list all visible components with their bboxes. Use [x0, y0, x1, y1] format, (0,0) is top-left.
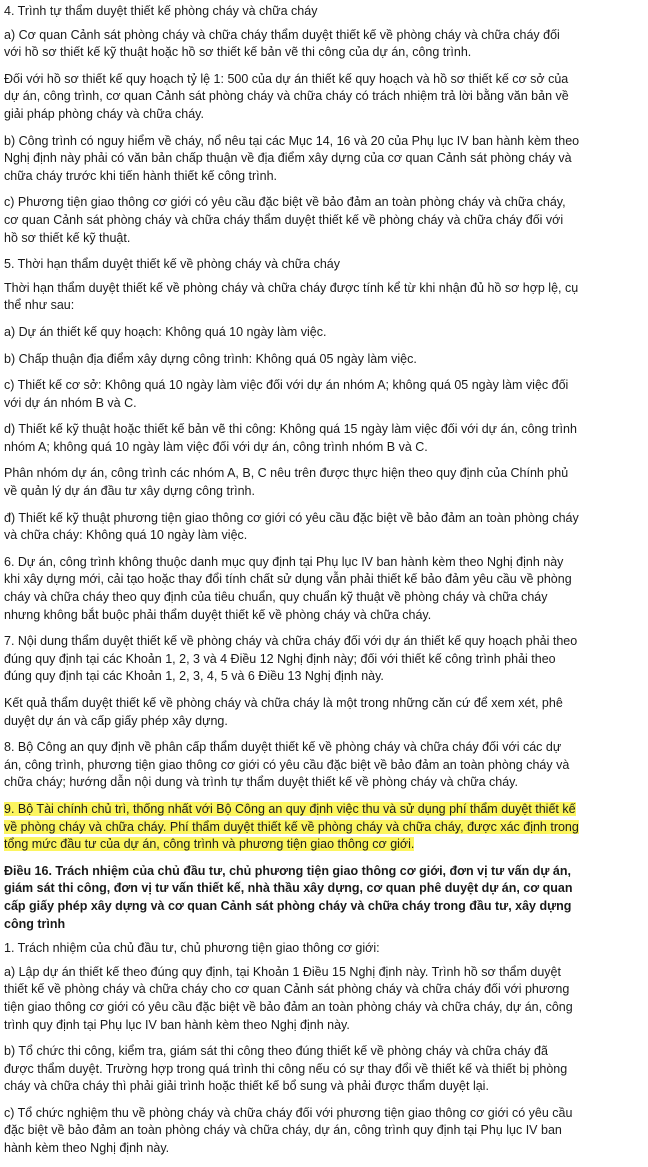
paragraph: 8. Bộ Công an quy định về phân cấp thẩm duyệt thiết kế về phòng cháy và chữa cháy đối với các dự án, công trình, phương tiện giao thông cơ giới có yêu cầu đặc biệt về bảo đảm an toàn phòng cháy và chữa cháy; hướng dẫn nội dung và trình tự thẩm duyệt thiết kế về phòng cháy và chữa cháy.	[4, 740, 570, 790]
highlighted-paragraph	[4, 801, 580, 854]
highlight-span: 9. Bộ Tài chính chủ trì, thống nhất với Bộ Công an quy định việc thu và sử dụng phí thẩm duyệt thiết kế về phòng cháy và chữa cháy. Phí thẩm duyệt thiết kế về phòng cháy và chữa cháy, được xác định trong tổng mức đầu tư của dự án, công trình và phương tiện giao thông cơ giới.	[4, 801, 579, 852]
paragraph: d) Thiết kế kỹ thuật hoặc thiết kế bản vẽ thi công: Không quá 15 ngày làm việc đối với dự án, công trình nhóm A; không quá 10 ngày làm việc đối với dự án, công trình nhóm B và C.	[4, 422, 577, 454]
paragraph: a) Lập dự án thiết kế theo đúng quy định, tại Khoản 1 Điều 15 Nghị định này. Trình hồ sơ thẩm duyệt thiết kế về phòng cháy và chữa cháy cho cơ quan Cảnh sát phòng cháy và chữa cháy đối với phương tiện giao thông cơ giới có yêu cầu đặc biệt về bảo đảm an toàn phòng cháy và chữa cháy, dự án, công trình quy định tại Phụ lục IV ban hành kèm theo Nghị định này.	[4, 964, 573, 1032]
article-16-heading: Điều 16. Trách nhiệm của chủ đầu tư, chủ phương tiện giao thông cơ giới, đơn vị tư vấn dự án, giám sát thi công, đơn vị tư vấn thiết kế, nhà thầu xây dựng, cơ quan phê duyệt dự án, cơ quan cấp giấy phép xây dựng và cơ quan Cảnh sát phòng cháy và chữa cháy trong đầu tư, xây dựng công trình	[4, 863, 573, 931]
section-heading-5: 5. Thời hạn thẩm duyệt thiết kế về phòng cháy và chữa cháy	[4, 257, 340, 272]
section-heading-4: 4. Trình tự thẩm duyệt thiết kế phòng cháy và chữa cháy	[4, 4, 318, 18]
paragraph: đ) Thiết kế kỹ thuật phương tiện giao thông cơ giới có yêu cầu đặc biệt về bảo đảm an toàn phòng cháy và chữa cháy: Không quá 10 ngày làm việc.	[4, 510, 579, 543]
paragraph: Phân nhóm dự án, công trình các nhóm A, B, C nêu trên được thực hiện theo quy định của Chính phủ về quản lý dự án đầu tư xây dựng công trình.	[4, 466, 569, 499]
paragraph: b) Chấp thuận địa điểm xây dựng công trình: Không quá 05 ngày làm việc.	[4, 351, 417, 366]
paragraph: Kết quả thẩm duyệt thiết kế về phòng cháy và chữa cháy là một trong những căn cứ để xem xét, phê duyệt dự án và cấp giấy phép xây dựng.	[4, 696, 563, 728]
paragraph: c) Phương tiện giao thông cơ giới có yêu cầu đặc biệt về bảo đảm an toàn phòng cháy và chữa cháy, cơ quan Cảnh sát phòng cháy và chữa cháy thẩm duyệt thiết kế về phòng cháy và chữa cháy đối với hồ sơ thiết kế kỹ thuật.	[4, 195, 566, 245]
paragraph: c) Thiết kế cơ sở: Không quá 10 ngày làm việc đối với dự án nhóm A; không quá 05 ngày làm việc đối với dự án nhóm B và C.	[4, 378, 569, 410]
paragraph: a) Dự án thiết kế quy hoạch: Không quá 10 ngày làm việc.	[4, 324, 327, 339]
paragraph: b) Công trình có nguy hiểm về cháy, nổ nêu tại các Mục 14, 16 và 20 của Phụ lục IV ban hành kèm theo Nghị định này phải có văn bản chấp thuận về địa điểm xây dựng của cơ quan Cảnh sát phòng cháy và chữa cháy trước khi tiến hành thiết kế công trình.	[4, 133, 580, 183]
paragraph: 1. Trách nhiệm của chủ đầu tư, chủ phương tiện giao thông cơ giới:	[4, 941, 380, 956]
paragraph: 6. Dự án, công trình không thuộc danh mục quy định tại Phụ lục IV ban hành kèm theo Nghị định này khi xây dựng mới, cải tạo hoặc thay đổi tính chất sử dụng vẫn phải thiết kế bảo đảm yêu cầu về phòng cháy và chữa cháy theo quy định của tiêu chuẩn, quy chuẩn kỹ thuật về phòng cháy và chữa cháy nhưng không bắt buộc phải thẩm duyệt thiết kế về phòng cháy và chữa cháy.	[4, 554, 572, 622]
paragraph: Đối với hồ sơ thiết kế quy hoạch tỷ lệ 1: 500 của dự án thiết kế quy hoạch và hồ sơ thiết kế cơ sở của dự án, công trình, cơ quan Cảnh sát phòng cháy và chữa cháy có trách nhiệm trả lời bằng văn bản về giải pháp phòng cháy và chữa cháy.	[4, 71, 569, 121]
paragraph: Thời hạn thẩm duyệt thiết kế về phòng cháy và chữa cháy được tính kể từ khi nhận đủ hồ sơ hợp lệ, cụ thể như sau:	[4, 280, 579, 313]
paragraph: 7. Nội dung thẩm duyệt thiết kế về phòng cháy và chữa cháy đối với dự án thiết kế quy hoạch phải theo đúng quy định tại các Khoản 1, 2, 3 và 4 Điều 12 Nghị định này; đối với thiết kế công trình phải theo đúng quy định tại các Khoản 1, 2, 3, 4, 5 và 6 Điều 13 Nghị định này.	[4, 634, 578, 684]
paragraph: c) Tổ chức nghiệm thu về phòng cháy và chữa cháy đối với phương tiện giao thông cơ giới có yêu cầu đặc biệt về bảo đảm an toàn phòng cháy và chữa cháy, dự án, công trình quy định tại Phụ lục IV ban hành kèm theo Nghị định này.	[4, 1105, 573, 1156]
paragraph: b) Tổ chức thi công, kiểm tra, giám sát thi công theo đúng thiết kế về phòng cháy và chữa cháy đã được thẩm duyệt. Trường hợp trong quá trình thi công nếu có sự thay đổi về thiết kế và thiết bị phòng cháy và chữa cháy thì phải giải trình hoặc thiết kế bổ sung và phải được thẩm duyệt lại.	[4, 1044, 568, 1094]
document-body	[4, 3, 580, 1167]
paragraph: a) Cơ quan Cảnh sát phòng cháy và chữa cháy thẩm duyệt thiết kế về phòng cháy và chữa cháy đối với hồ sơ thiết kế kỹ thuật hoặc hồ sơ thiết kế bản vẽ thi công của dự án, công trình.	[4, 27, 560, 60]
